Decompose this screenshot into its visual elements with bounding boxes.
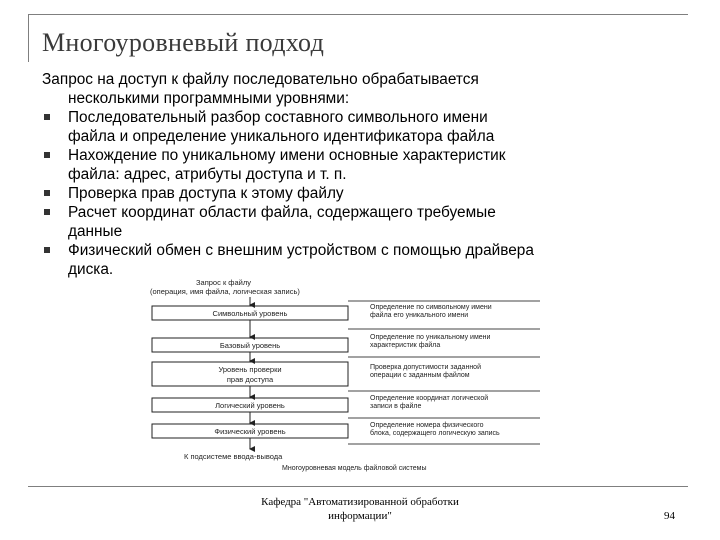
square-bullet-icon xyxy=(44,190,50,196)
bullet-text-line-2: файла и определение уникального идентификатора файла xyxy=(68,128,495,145)
intro-line-1: Запрос на доступ к файлу последовательно обрабатывается xyxy=(42,71,479,88)
description-line-1: Определение по символьному имени xyxy=(370,304,492,311)
level-label-line-2: прав доступа xyxy=(226,375,274,384)
intro-line-2: несколькими программными уровнями: xyxy=(68,90,350,107)
frame-top-line xyxy=(28,14,688,15)
level-label: Физический уровень xyxy=(214,427,286,436)
footer-dept-line-1: Кафедра "Автоматизированной обработки xyxy=(261,496,459,508)
level-box xyxy=(152,398,348,412)
bullet-text-line-1: Последовательный разбор составного символьного имени xyxy=(68,109,488,126)
level-description xyxy=(370,394,488,410)
level-description xyxy=(370,304,492,319)
description-line-1: Определение по уникальному имени xyxy=(370,334,491,341)
level-box xyxy=(152,338,348,352)
diagram-caption: Многоуровневая модель файловой системы xyxy=(282,465,427,472)
square-bullet-icon xyxy=(44,247,50,253)
frame-left-line xyxy=(28,14,29,62)
level-description xyxy=(370,422,500,437)
footer-divider xyxy=(28,486,688,487)
description-line-1: Определение координат логической xyxy=(370,395,489,402)
footer-dept-line-2: информации" xyxy=(328,510,392,522)
page-number: 94 xyxy=(664,510,675,522)
bullet-text-line-2: диска. xyxy=(68,261,114,278)
intro-paragraph xyxy=(42,70,642,108)
description-line-2: записи в файле xyxy=(370,403,422,410)
bullet-text-line-1: Нахождение по уникальному имени основные характеристик xyxy=(68,147,506,164)
level-label: Базовый уровень xyxy=(219,341,281,350)
bullet-text-line-2: файла: адрес, атрибуты доступа и т. п. xyxy=(68,166,347,183)
description-line-2: характеристик файла xyxy=(370,342,441,349)
bullet-text-line-2: данные xyxy=(68,223,123,240)
description-line-2: блока, содержащего логическую запись xyxy=(370,430,500,437)
level-label: Уровень проверки xyxy=(218,365,282,374)
bullet-text-line-1: Физический обмен с внешним устройством с помощью драйвера xyxy=(68,242,534,259)
level-label: Символьный уровень xyxy=(212,309,288,318)
diagram-bottom-label: К подсистеме ввода-вывода xyxy=(184,452,283,461)
slide-title: Многоуровневый подход xyxy=(42,28,325,57)
level-description xyxy=(370,363,481,379)
level-box xyxy=(152,362,348,386)
square-bullet-icon xyxy=(44,114,50,120)
level-description xyxy=(370,334,491,349)
level-box xyxy=(152,424,348,438)
description-line-1: Определение номера физического xyxy=(370,422,484,429)
footer-department xyxy=(240,495,480,523)
bullet-item xyxy=(42,203,642,241)
square-bullet-icon xyxy=(44,209,50,215)
level-box xyxy=(152,306,348,320)
level-label: Логический уровень xyxy=(215,401,285,410)
description-line-2: файла его уникального имени xyxy=(370,312,469,319)
bullet-item xyxy=(42,146,642,184)
bullet-text-line-1: Расчет координат области файла, содержащего требуемые xyxy=(68,204,496,221)
diagram-top-label-1: Запрос к файлу xyxy=(196,278,251,287)
slide-body xyxy=(42,70,642,279)
bullet-item xyxy=(42,241,642,279)
bullet-list xyxy=(42,108,642,279)
file-system-levels-diagram xyxy=(148,278,568,473)
description-line-2: операции с заданным файлом xyxy=(370,372,470,379)
bullet-item xyxy=(42,184,642,203)
bullet-text-line-1: Проверка прав доступа к этому файлу xyxy=(68,185,344,202)
description-line-1: Проверка допустимости заданной xyxy=(370,364,481,371)
bullet-item xyxy=(42,108,642,146)
square-bullet-icon xyxy=(44,152,50,158)
diagram-top-label-2: (операция, имя файла, логическая запись) xyxy=(150,287,300,296)
